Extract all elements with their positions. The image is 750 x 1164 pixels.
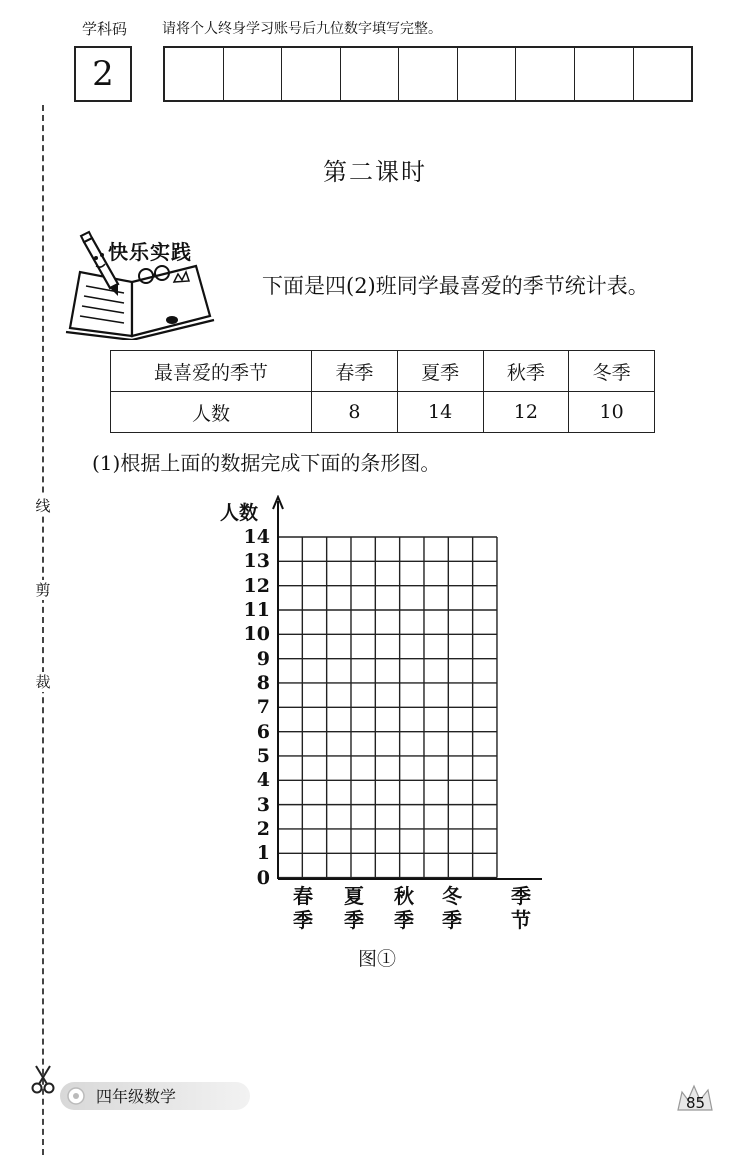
x-category-label: 冬 季 <box>442 884 462 932</box>
lesson-title: 第二课时 <box>323 158 427 186</box>
y-tick-label: 5 <box>256 744 270 767</box>
y-tick-label: 3 <box>256 793 270 816</box>
cut-line-char: 剪 <box>33 580 53 600</box>
table-cell: 夏季 <box>397 351 483 392</box>
subject-code-box <box>74 46 132 102</box>
intro-text: 下面是四(2)班同学最喜爱的季节统计表。 <box>262 274 649 298</box>
y-tick-label: 8 <box>256 671 270 694</box>
y-tick-label: 2 <box>256 817 270 840</box>
y-tick-label: 4 <box>256 769 270 792</box>
account-digit-cell[interactable] <box>516 48 575 100</box>
table-cell: 10 <box>569 392 655 433</box>
table-cell: 春季 <box>312 351 398 392</box>
figure-caption: 图① <box>358 948 397 970</box>
table-cell: 秋季 <box>483 351 569 392</box>
y-tick-label: 13 <box>243 550 270 573</box>
y-tick-label: 12 <box>243 574 270 597</box>
cut-line-char: 线 <box>33 496 53 516</box>
x-axis-label-text: 季 节 <box>511 884 531 932</box>
x-axis-label <box>509 884 533 932</box>
question-text: (1)根据上面的数据完成下面的条形图。 <box>92 451 441 475</box>
table-cell: 冬季 <box>569 351 655 392</box>
table-row <box>111 351 655 392</box>
y-tick-label: 0 <box>256 866 270 889</box>
account-number-boxes[interactable] <box>163 46 693 102</box>
book-title: 四年级数学 <box>96 1087 177 1106</box>
cut-line-char: 裁 <box>33 672 53 692</box>
x-category-label: 秋 季 <box>394 884 414 932</box>
account-digit-cell[interactable] <box>575 48 634 100</box>
account-instruction: 请将个人终身学习账号后九位数字填写完整。 <box>162 21 442 37</box>
cut-line <box>42 105 44 1155</box>
subject-code-value: 2 <box>92 54 114 94</box>
y-tick-label: 14 <box>243 526 270 548</box>
season-table <box>110 350 655 433</box>
y-axis-label: 人数 <box>220 502 259 524</box>
table-cell: 14 <box>397 392 483 433</box>
y-tick-label: 11 <box>243 598 270 621</box>
bar-chart-grid[interactable] <box>270 495 545 887</box>
account-digit-cell[interactable] <box>282 48 341 100</box>
y-tick-label: 6 <box>256 720 270 743</box>
table-cell: 8 <box>312 392 398 433</box>
account-digit-cell[interactable] <box>165 48 224 100</box>
page-number: 85 <box>686 1094 706 1112</box>
table-header-cell: 人数 <box>111 392 312 433</box>
table-header-cell: 最喜爱的季节 <box>111 351 312 392</box>
account-digit-cell[interactable] <box>224 48 283 100</box>
account-digit-cell[interactable] <box>399 48 458 100</box>
subject-code-label: 学科码 <box>82 20 128 38</box>
account-digit-cell[interactable] <box>341 48 400 100</box>
x-category-label: 夏 季 <box>344 884 364 932</box>
table-cell: 12 <box>483 392 569 433</box>
flower-icon <box>66 1086 86 1106</box>
y-tick-label: 7 <box>256 696 270 719</box>
y-tick-label: 10 <box>243 623 270 646</box>
table-row <box>111 392 655 433</box>
y-tick-label: 9 <box>256 647 270 670</box>
practice-badge: 快乐实践 <box>108 240 192 264</box>
x-category-label: 春 季 <box>293 884 313 932</box>
account-digit-cell[interactable] <box>634 48 692 100</box>
y-tick-label: 1 <box>256 842 270 865</box>
scissors-icon <box>30 1064 56 1094</box>
account-digit-cell[interactable] <box>458 48 517 100</box>
